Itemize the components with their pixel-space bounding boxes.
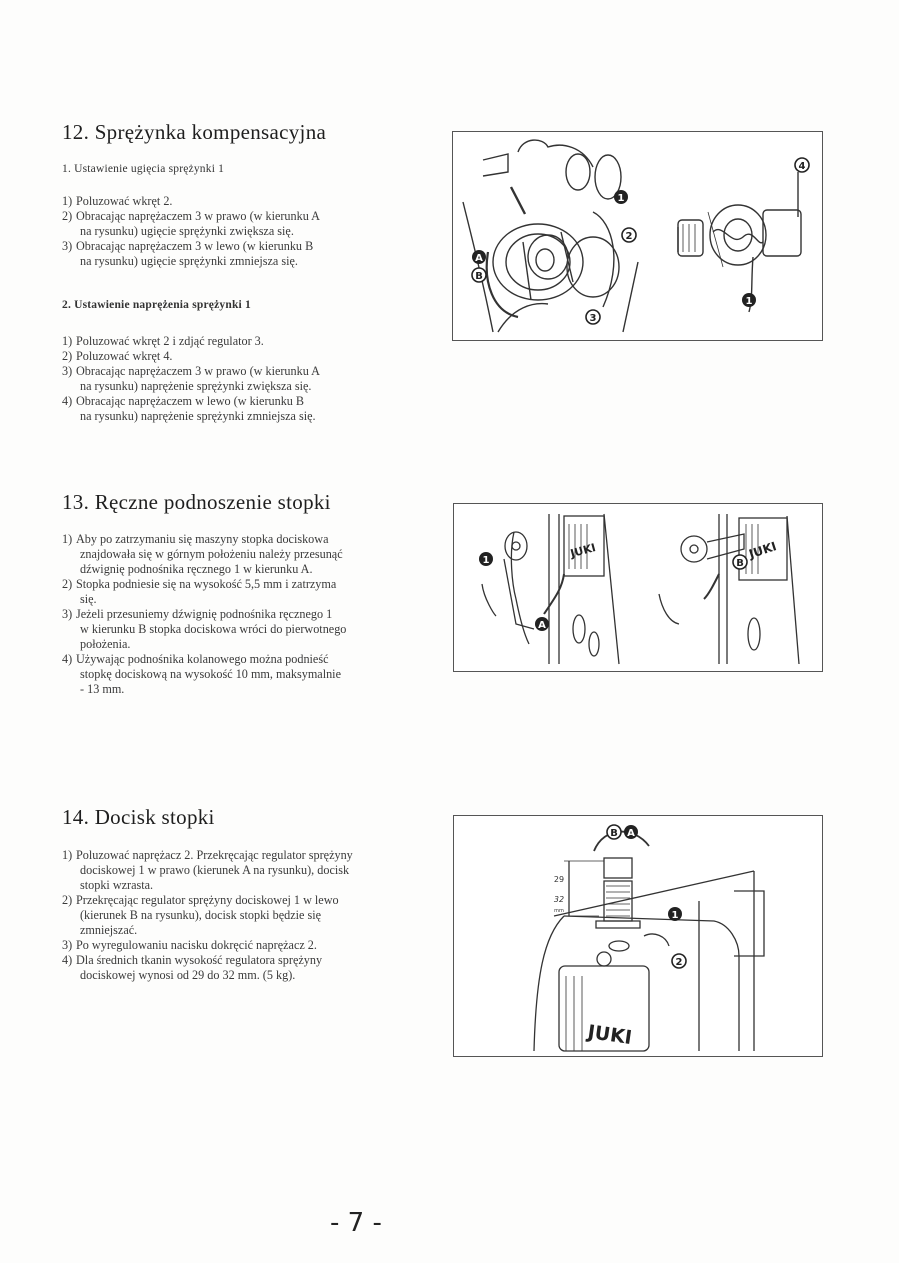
fig3-marker-2: 2	[675, 957, 683, 968]
fig1-marker-1b: 1	[745, 296, 753, 307]
list-item	[62, 607, 432, 652]
list-item-line: Przekręcając regulator sprężyny dociskowej 1 w lewo	[76, 893, 339, 907]
list-item-line: dźwignię podnośnika ręcznego 1 w kierunku A.	[80, 562, 313, 576]
section-14-title: 14. Docisk stopki	[62, 805, 215, 829]
figure-1-drawing	[453, 132, 822, 340]
figure-presser-spring	[453, 815, 823, 1057]
figure-2-drawing	[454, 504, 822, 671]
list-item-line: Po wyregulowaniu nacisku dokręcić naprężacz 2.	[76, 938, 317, 952]
fig1-marker-B: B	[475, 271, 483, 282]
figure-thread-take-up-spring	[452, 131, 823, 341]
list-item-number: 4)	[62, 652, 73, 666]
list-item	[62, 893, 442, 938]
list-item-number: 1)	[62, 334, 73, 348]
list-item	[62, 938, 442, 953]
list-item-number: 2)	[62, 209, 73, 223]
section-12-list-2	[62, 334, 422, 424]
list-item	[62, 364, 422, 394]
list-item-line: Poluzować wkręt 2.	[76, 194, 173, 208]
list-item-number: 3)	[62, 607, 73, 621]
list-item-line: dociskowej wynosi od 29 do 32 mm. (5 kg).	[80, 968, 296, 982]
list-item-number: 1)	[62, 848, 73, 862]
list-item-line: (kierunek B na rysunku), docisk stopki będzie się	[80, 908, 321, 922]
list-item-number: 4)	[62, 953, 73, 967]
list-item-line: znajdowała się w górnym położeniu należy przesunąć	[80, 547, 343, 561]
list-item-line: na rysunku) naprężenie sprężynki zmniejsza się.	[80, 409, 316, 423]
fig3-dim-unit: mm	[554, 908, 564, 914]
list-item-line: stopkę dociskową na wysokość 10 mm, maksymalnie	[80, 667, 341, 681]
list-item-line: Poluzować naprężacz 2. Przekręcając regulator sprężyny	[76, 848, 353, 862]
list-item-line: Obracając naprężaczem w lewo (w kierunku B	[76, 394, 305, 408]
section-12-subheading-2: 2. Ustawienie naprężenia sprężynki 1	[62, 299, 251, 311]
list-item-number: 3)	[62, 239, 73, 253]
list-item-line: Poluzować wkręt 4.	[76, 349, 173, 363]
page-number: - 7 -	[330, 1208, 382, 1238]
fig1-marker-A: A	[475, 253, 483, 264]
section-14-list	[62, 848, 442, 983]
section-12-list-1	[62, 194, 422, 269]
fig1-marker-3: 3	[589, 313, 597, 324]
fig1-marker-4: 4	[798, 161, 806, 172]
list-item-line: się.	[80, 592, 97, 606]
list-item	[62, 209, 422, 239]
list-item	[62, 953, 442, 983]
list-item-line: położenia.	[80, 637, 131, 651]
list-item-line: Aby po zatrzymaniu się maszyny stopka dociskowa	[76, 532, 329, 546]
list-item-number: 1)	[62, 194, 73, 208]
fig2-marker-A: A	[538, 620, 546, 631]
fig3-marker-A: A	[627, 828, 635, 839]
fig2-brand-right: JUKI	[747, 539, 779, 562]
list-item-line: Stopka podniesie się na wysokość 5,5 mm i zatrzyma	[76, 577, 337, 591]
list-item-line: - 13 mm.	[80, 682, 125, 696]
list-item-line: Jeżeli przesuniemy dźwignię podnośnika ręcznego 1	[76, 607, 333, 621]
fig2-marker-B: B	[736, 558, 744, 569]
list-item-number: 3)	[62, 938, 73, 952]
figure-3-drawing	[454, 816, 822, 1056]
figure-hand-lifter	[453, 503, 823, 672]
list-item-line: Obracając naprężaczem 3 w lewo (w kierunku B	[76, 239, 314, 253]
list-item	[62, 532, 432, 577]
section-12-subheading-1: 1. Ustawienie ugięcia sprężynki 1	[62, 163, 225, 175]
list-item-line: zmniejszać.	[80, 923, 138, 937]
list-item	[62, 577, 432, 607]
list-item-number: 1)	[62, 532, 73, 546]
list-item-line: na rysunku) naprężenie sprężynki zwiększa się.	[80, 379, 312, 393]
list-item-number: 2)	[62, 893, 73, 907]
fig2-brand-left: JUKI	[569, 541, 598, 561]
list-item-line: Obracając naprężaczem 3 w prawo (w kierunku A	[76, 209, 320, 223]
list-item	[62, 334, 422, 349]
fig3-brand: JUKI	[586, 1021, 634, 1050]
section-13-title: 13. Ręczne podnoszenie stopki	[62, 490, 331, 514]
section-13-list	[62, 532, 432, 697]
list-item-line: Obracając naprężaczem 3 w prawo (w kierunku A	[76, 364, 320, 378]
list-item-line: stopki wzrasta.	[80, 878, 154, 892]
list-item	[62, 848, 442, 893]
list-item-line: Używając podnośnika kolanowego można podnieść	[76, 652, 329, 666]
list-item-line: dociskowej 1 w prawo (kierunek A na rysunku), docisk	[80, 863, 350, 877]
list-item	[62, 394, 422, 424]
list-item-line: w kierunku B stopka dociskowa wróci do pierwotnego	[80, 622, 347, 636]
list-item-line: na rysunku) ugięcie sprężynki zmniejsza się.	[80, 254, 298, 268]
list-item-line: Poluzować wkręt 2 i zdjąć regulator 3.	[76, 334, 264, 348]
list-item-number: 4)	[62, 394, 73, 408]
fig3-dim-32: 32	[553, 895, 565, 904]
section-12-title: 12. Sprężynka kompensacyjna	[62, 120, 327, 144]
list-item	[62, 194, 422, 209]
list-item-line: Dla średnich tkanin wysokość regulatora sprężyny	[76, 953, 323, 967]
fig1-marker-2: 2	[625, 231, 633, 242]
list-item-line: na rysunku) ugięcie sprężynki zwiększa się.	[80, 224, 294, 238]
list-item	[62, 239, 422, 269]
fig3-marker-B: B	[610, 828, 618, 839]
fig2-marker-1: 1	[482, 555, 490, 566]
list-item-number: 2)	[62, 577, 73, 591]
list-item-number: 3)	[62, 364, 73, 378]
list-item	[62, 349, 422, 364]
fig1-marker-1: 1	[617, 193, 625, 204]
fig3-dim-29: 29	[553, 875, 565, 884]
list-item	[62, 652, 432, 697]
list-item-number: 2)	[62, 349, 73, 363]
fig3-marker-1: 1	[671, 910, 679, 921]
